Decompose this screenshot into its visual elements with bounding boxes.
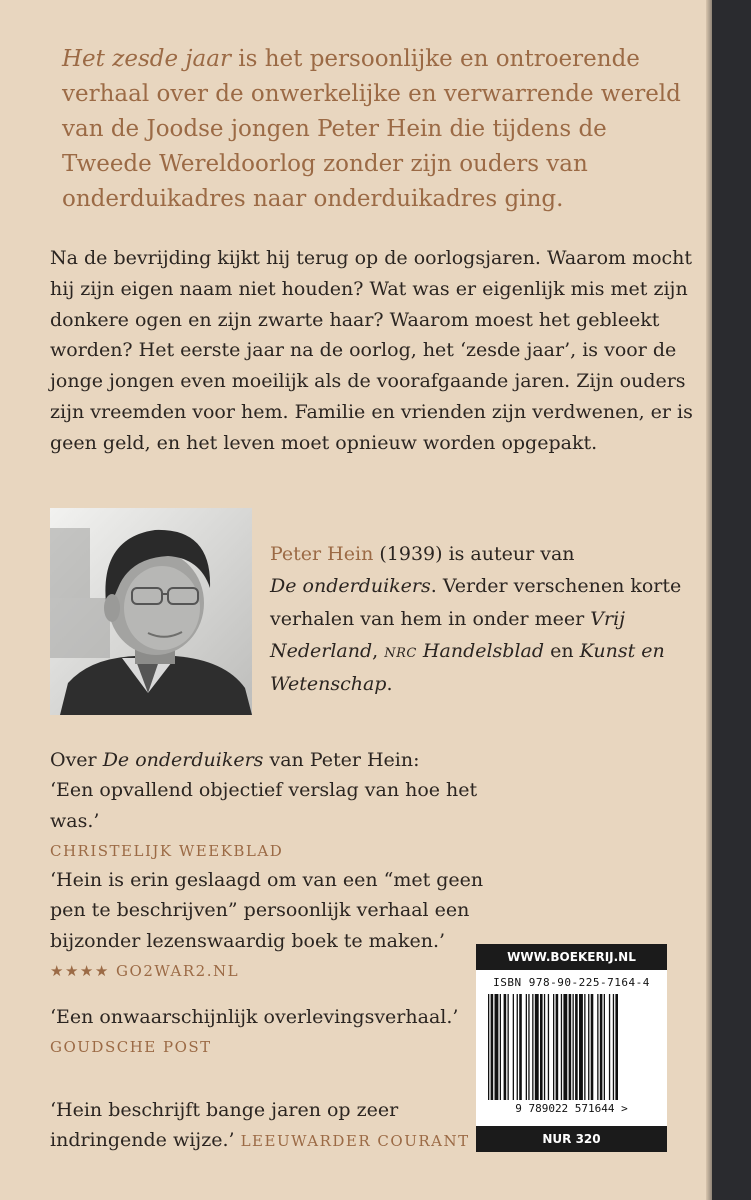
- barcode-bar: [540, 994, 543, 1100]
- quotes-header-prefix: Over: [50, 749, 103, 771]
- barcode-bar: [513, 994, 514, 1100]
- quote-source: CHRISTELIJK WEEKBLAD: [50, 842, 284, 861]
- barcode-bar: [591, 994, 594, 1100]
- magazine-nrc-handelsblad: [384, 640, 544, 662]
- barcode-bar: [569, 994, 572, 1100]
- isbn-label: ISBN 978-90-225-7164-4: [493, 976, 650, 989]
- quote-1: [50, 745, 530, 860]
- quotes-header: [50, 745, 530, 775]
- barcode-bar: [532, 994, 533, 1100]
- barcode-bar: [573, 994, 574, 1100]
- intro-text: is het persoonlijke en ontroerende verhaal over de onwerkelijke en verwarrende wereld van de Joodse jongen Peter Hein die tijdens de Tweede Wereldoorlog zonder zijn ouders van onderduikadres naar onderduikadres ging.: [62, 46, 681, 212]
- barcode-bar: [491, 994, 494, 1100]
- bio-end: .: [386, 672, 393, 695]
- quotes-header-book: De onderduikers: [102, 749, 264, 771]
- barcode-box: [476, 944, 667, 1152]
- quote-text: ‘Een opvallend objectief verslag van hoe het was.’: [50, 779, 478, 832]
- barcode-bar: [548, 994, 549, 1100]
- quote-text: [50, 1095, 480, 1156]
- quote-4: [50, 1095, 480, 1156]
- magazine-vrij-nederland: Vrij Nederland: [270, 607, 626, 663]
- barcode-bar: [535, 994, 539, 1100]
- barcode-bar: [500, 994, 501, 1100]
- barcode-bar: [517, 994, 518, 1100]
- barcode-bars: [484, 994, 659, 1100]
- book-title: Het zesde jaar: [62, 46, 231, 72]
- previous-book-title: De onderduikers: [270, 575, 431, 598]
- barcode-bar: [600, 994, 603, 1100]
- intro-blurb: [62, 42, 702, 217]
- barcode-bar: [488, 994, 489, 1100]
- quote-2: [50, 865, 520, 980]
- barcode-bar: [544, 994, 545, 1100]
- bio-separator-en: en: [544, 640, 580, 663]
- barcode-bar: [604, 994, 605, 1100]
- quote-3: [50, 1002, 530, 1056]
- quote-text: ‘Hein is erin geslaagd om van een “met geen pen te beschrijven” persoonlijk verhaal een bijzonder lezenswaardig boek te maken.’: [50, 869, 484, 952]
- quote-4-text: ‘Hein beschrijft bange jaren op zeer indringende wijze.’: [50, 1099, 399, 1152]
- barcode-bar: [584, 994, 585, 1100]
- quote-source: ★★★★ GO2WAR2.NL: [50, 962, 240, 981]
- barcode-bar: [609, 994, 610, 1100]
- barcode-digits: 9 789022 571644 >: [515, 1102, 628, 1115]
- author-birth-year: (1939) is auteur van: [373, 543, 575, 565]
- bio-separator: ,: [372, 640, 385, 663]
- publisher-website: WWW.BOEKERIJ.NL: [476, 944, 667, 970]
- author-bio: [270, 538, 690, 700]
- barcode-bar: [613, 994, 614, 1100]
- barcode-bar: [597, 994, 598, 1100]
- barcode-bar: [495, 994, 499, 1100]
- barcode-bar: [526, 994, 527, 1100]
- author-photo: [50, 508, 252, 715]
- barcode-bar: [579, 994, 583, 1100]
- barcode-bar: [561, 994, 562, 1100]
- barcode-bar: [588, 994, 589, 1100]
- barcode-bar: [563, 994, 567, 1100]
- barcode-bar: [504, 994, 507, 1100]
- barcode-bar: [553, 994, 554, 1100]
- book-spine: [712, 0, 751, 1200]
- quotes-header-suffix: van Peter Hein:: [263, 749, 420, 771]
- barcode-bar: [528, 994, 529, 1100]
- nrc-small-caps: nrc: [384, 640, 417, 663]
- magazine-kunst-en-wetenschap: Kunst en Wetenschap: [270, 640, 665, 695]
- barcode-bar: [575, 994, 578, 1100]
- author-portrait-image: [50, 508, 252, 715]
- barcode-bar: [508, 994, 509, 1100]
- barcode-bar: [519, 994, 522, 1100]
- handelsblad-text: Handelsblad: [416, 640, 545, 663]
- quote-text: ‘Een onwaarschijnlijk overlevingsverhaal.’: [50, 1006, 459, 1028]
- nur-code: NUR 320: [476, 1126, 667, 1152]
- barcode-bar: [615, 994, 618, 1100]
- quote-source: GOUDSCHE POST: [50, 1038, 212, 1057]
- description-paragraph: Na de bevrijding kijkt hij terug op de oorlogsjaren. Waarom mocht hij zijn eigen naam niet houden? Wat was er eigenlijk mis met zijn donkere ogen en zijn zwarte haar? Waarom moest het gebleekt worden? Het eerste jaar na de oorlog, het ‘zesde jaar’, is voor de jonge jongen even moeilijk als de voorafgaande jaren. Zijn ouders zijn vreemden voor hem. Familie en vrienden zijn verdwenen, er is geen geld, en het leven moet opnieuw worden opgepakt.: [50, 247, 693, 454]
- bio-text: . Verder verschenen korte verhalen van hem in onder meer: [270, 575, 682, 630]
- quote-source: LEEUWARDER COURANT: [240, 1132, 470, 1151]
- barcode-bar: [556, 994, 559, 1100]
- author-name: Peter Hein: [270, 543, 374, 565]
